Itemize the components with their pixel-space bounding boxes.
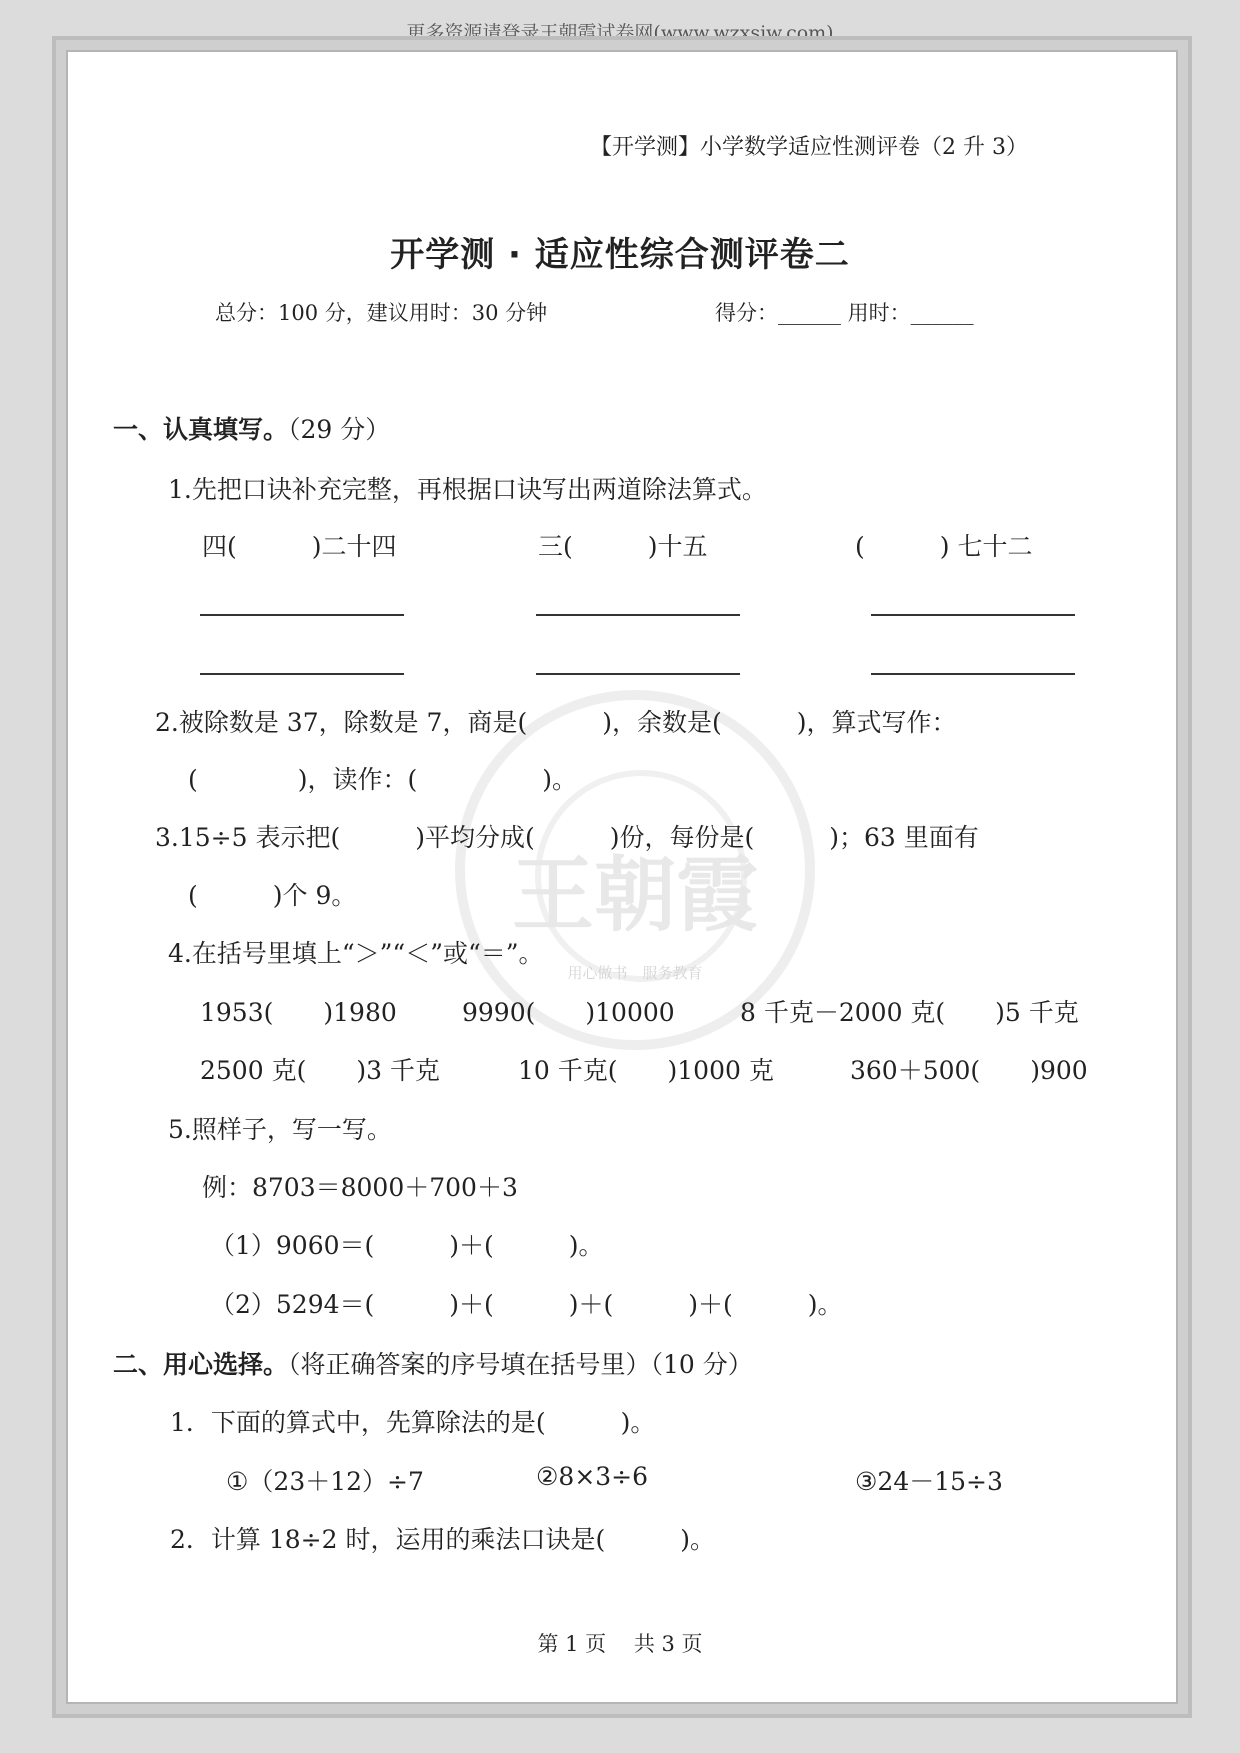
q4-compare: 8 千克－2000 克( )5 千克 (740, 998, 1079, 1027)
top-note: 更多资源请登录王朝霞试卷网(www.wzxsjw.com) (406, 22, 834, 44)
q4-compare: 1953( )1980 (200, 998, 397, 1027)
q3-line2: ( )个 9。 (188, 881, 357, 910)
s2q1-option: ②8×3÷6 (536, 1462, 649, 1491)
page-footer: 第 1 页 共 3 页 (537, 1632, 703, 1656)
q4-compare: 9990( )10000 (462, 998, 675, 1027)
answer-line[interactable] (871, 614, 1075, 616)
meta-left: 总分：100 分，建议用时：30 分钟 (215, 301, 548, 325)
meta-right: 得分：______ 用时：______ (715, 301, 974, 325)
header-tag: 【开学测】小学数学适应性测评卷（2 升 3） (590, 135, 1028, 160)
q3-line1: 3.15÷5 表示把( )平均分成( )份，每份是( )；63 里面有 (155, 823, 979, 852)
section2-heading (113, 1345, 753, 1381)
q5-example: 例：8703＝8000＋700＋3 (202, 1173, 518, 1202)
q4-compare: 10 千克( )1000 克 (518, 1056, 774, 1085)
answer-line[interactable] (871, 673, 1075, 675)
q5-item-2: （2）5294＝( )＋( )＋( )＋( )。 (210, 1290, 843, 1319)
q2-line1: 2.被除数是 37，除数是 7，商是( )，余数是( )，算式写作： (155, 708, 957, 737)
q4-prompt: 4.在括号里填上“＞”“＜”或“＝”。 (168, 939, 544, 968)
section1-label: 一、认真填写。 (113, 415, 289, 444)
q5-item-1: （1）9060＝( )＋( )。 (210, 1231, 604, 1260)
section2-note: （将正确答案的序号填在括号里）（10 分） (288, 1350, 753, 1379)
q4-compare: 360＋500( )900 (850, 1056, 1088, 1085)
q1-prompt: 1.先把口诀补充完整，再根据口诀写出两道除法算式。 (168, 475, 767, 504)
q4-compare: 2500 克( )3 千克 (200, 1056, 440, 1085)
q1-item-1: 四( )二十四 (202, 532, 397, 561)
s2q2-prompt: 2．计算 18÷2 时，运用的乘法口诀是( )。 (170, 1525, 715, 1554)
watermark-slogan: 用心做书 服务教育 (567, 964, 703, 982)
answer-line[interactable] (200, 673, 404, 675)
s2q1-prompt: 1．下面的算式中，先算除法的是( )。 (170, 1408, 656, 1437)
answer-line[interactable] (536, 673, 740, 675)
s2q1-option: ③24－15÷3 (855, 1467, 1003, 1496)
answer-line[interactable] (200, 614, 404, 616)
q2-line2: ( )，读作：( )。 (188, 765, 578, 794)
section1-heading (113, 410, 390, 446)
watermark-name: 王朝霞 (511, 847, 758, 943)
q1-item-2: 三( )十五 (538, 532, 708, 561)
section2-label: 二、用心选择。 (113, 1350, 289, 1379)
section1-score: （29 分） (288, 415, 391, 444)
s2q1-option: ①（23＋12）÷7 (226, 1467, 424, 1496)
q1-item-3: ( ) 七十二 (855, 532, 1033, 561)
q5-prompt: 5.照样子，写一写。 (168, 1115, 392, 1144)
page-title: 开学测 · 适应性综合测评卷二 (390, 235, 850, 275)
answer-line[interactable] (536, 614, 740, 616)
